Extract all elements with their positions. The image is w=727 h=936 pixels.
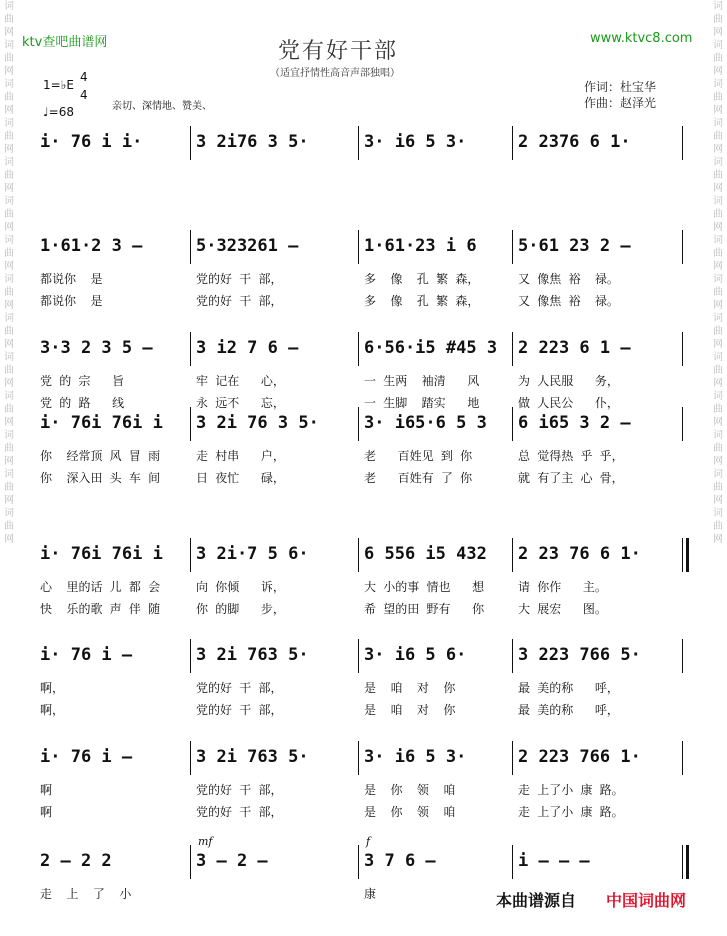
lyric-line: 向 你倾 诉， [196, 580, 285, 594]
barline [190, 126, 191, 160]
lyric-line: 啊 [40, 783, 53, 797]
measure-notes: 1·61·2 3 – [40, 236, 143, 256]
barline [682, 639, 683, 673]
measure-notes: 3 2i·7 5 6· [196, 544, 309, 564]
lyric-line: 多 像 孔 繁 森， [364, 294, 480, 308]
lyric-line: 做 人民公 仆， [518, 396, 619, 410]
song-title: 党有好干部 [278, 39, 399, 64]
measure-notes: i· 76 i – [40, 747, 133, 767]
measure-notes: 1·61·23 i 6 [364, 236, 477, 256]
source-site: 中国词曲网 [606, 891, 687, 910]
song-subtitle: （适宜抒情性高音声部独唱） [270, 68, 400, 79]
barline [512, 741, 513, 775]
barline [190, 407, 191, 441]
barline [358, 741, 359, 775]
lyric-line: 最 美的称 呼， [518, 681, 619, 695]
lyric-line: 党的好 干 部， [196, 272, 283, 286]
lyric-line: 康 [364, 887, 377, 901]
lyric-line: 快 乐的歌 声 伴 随 [40, 602, 161, 616]
lyric-line: 希 望的田 野有 你 [364, 602, 485, 616]
lyric-line: 大 展宏 图。 [518, 602, 607, 616]
measure-notes: 3 – 2 – [196, 851, 268, 871]
lyric-line: 党 的 路 线 [40, 396, 125, 410]
measure-notes: i· 76 i – [40, 645, 133, 665]
measure-notes: 3 2i 763 5· [196, 747, 309, 767]
lyric-line: 走 上了小 康 路。 [518, 805, 624, 819]
measure-notes: 2 23 76 6 1· [518, 544, 641, 564]
barline [682, 126, 683, 160]
barline [190, 845, 191, 879]
source-label: 本曲谱源自 [496, 891, 577, 910]
key-signature: 1=♭E [43, 78, 74, 92]
barline [358, 407, 359, 441]
lyric-line: 心 里的话 儿 都 会 [40, 580, 161, 594]
watermark-left: ktv查吧曲谱网 [22, 35, 108, 50]
lyric-line: 啊， [40, 681, 65, 695]
barline [190, 332, 191, 366]
measure-notes: 3 223 766 5· [518, 645, 641, 665]
lyric-line: 是 你 领 咱 [364, 805, 456, 819]
barline [682, 230, 683, 264]
barline [682, 741, 683, 775]
barline [358, 332, 359, 366]
barline [358, 845, 359, 879]
measure-notes: 3 2i76 3 5· [196, 132, 309, 152]
lyric-line: 是 咱 对 你 [364, 681, 456, 695]
barline [358, 126, 359, 160]
side-watermark-right: 词曲网词曲网词曲网词曲网词曲网词曲网词曲网词曲网词曲网词曲网词曲网词曲网词曲网词曲网 [713, 1, 723, 545]
measure-notes: i – – – [518, 851, 590, 871]
measure-notes: 3· i6 5 6· [364, 645, 467, 665]
lyric-line: 你 深入田 头 车 间 [40, 471, 161, 485]
repeat-barline [686, 538, 689, 572]
lyricist: 作词：杜宝华 [584, 80, 657, 94]
measure-notes: 2 223 766 1· [518, 747, 641, 767]
measure-notes: 6·56·i5 #45 3 [364, 338, 498, 358]
measure-notes: 2 2376 6 1· [518, 132, 631, 152]
barline [358, 230, 359, 264]
barline [190, 538, 191, 572]
measure-notes: i· 76i 76i i [40, 413, 163, 433]
measure-notes: 3 2i 76 3 5· [196, 413, 319, 433]
lyric-line: 都说你 是 [40, 272, 103, 286]
measure-notes: 3· i65·6 5 3 [364, 413, 487, 433]
expression-marking: 亲切、深情地、赞美、 [112, 101, 212, 112]
tempo-marking: ♩=68 [43, 105, 74, 119]
lyric-line: 老 百姓有 了 你 [364, 471, 473, 485]
measure-notes: 3· i6 5 3· [364, 747, 467, 767]
lyric-line: 走 上 了 小 [40, 887, 132, 901]
measure-notes: 3· i6 5 3· [364, 132, 467, 152]
lyric-line: 总 觉得热 乎 乎， [518, 449, 624, 463]
measure-notes: 2 – 2 2 [40, 851, 112, 871]
barline [512, 230, 513, 264]
lyric-line: 啊 [40, 805, 53, 819]
lyric-line: 一 生脚 踏实 地 [364, 396, 480, 410]
measure-notes: i· 76i 76i i [40, 544, 163, 564]
barline [190, 639, 191, 673]
lyric-line: 又 像焦 裕 禄。 [518, 272, 619, 286]
lyric-line: 多 像 孔 繁 森， [364, 272, 480, 286]
lyric-line: 走 上了小 康 路。 [518, 783, 624, 797]
barline [512, 845, 513, 879]
lyric-line: 都说你 是 [40, 294, 103, 308]
lyric-line: 永 远不 忘， [196, 396, 285, 410]
lyric-line: 为 人民服 务， [518, 374, 619, 388]
barline [682, 332, 683, 366]
measure-notes: 3 i2 7 6 – [196, 338, 299, 358]
lyric-line: 又 像焦 裕 禄。 [518, 294, 619, 308]
time-signature-numerator: 4 [80, 70, 88, 84]
lyric-line: 大 小的事 情也 想 [364, 580, 485, 594]
lyric-line: 最 美的称 呼， [518, 703, 619, 717]
barline [190, 230, 191, 264]
measure-notes: 5·61 23 2 – [518, 236, 631, 256]
measure-notes: i· 76 i i· [40, 132, 143, 152]
barline [512, 407, 513, 441]
dynamic-marking: mf [198, 835, 213, 848]
time-signature-denominator: 4 [80, 88, 88, 102]
lyric-line: 一 生两 袖清 风 [364, 374, 480, 388]
lyric-line: 牢 记在 心， [196, 374, 285, 388]
lyric-line: 你 的脚 步， [196, 602, 285, 616]
lyric-line: 党的好 干 部， [196, 783, 283, 797]
lyric-line: 是 咱 对 你 [364, 703, 456, 717]
barline [512, 332, 513, 366]
lyric-line: 你 经常顶 风 冒 雨 [40, 449, 161, 463]
lyric-line: 党的好 干 部， [196, 294, 283, 308]
measure-notes: 3·3 2 3 5 – [40, 338, 153, 358]
measure-notes: 3 7 6 – [364, 851, 436, 871]
lyric-line: 请 你作 主。 [518, 580, 607, 594]
lyric-line: 就 有了主 心 骨， [518, 471, 624, 485]
watermark-right: www.ktvc8.com [590, 31, 693, 46]
lyric-line: 党 的 宗 旨 [40, 374, 125, 388]
measure-notes: 2 223 6 1 – [518, 338, 631, 358]
barline [190, 741, 191, 775]
measure-notes: 5·323261 – [196, 236, 299, 256]
measure-notes: 6 i65 3 2 – [518, 413, 631, 433]
barline [512, 126, 513, 160]
barline [358, 538, 359, 572]
barline [512, 639, 513, 673]
lyric-line: 党的好 干 部， [196, 703, 283, 717]
lyric-line: 日 夜忙 碌， [196, 471, 285, 485]
lyric-line: 老 百姓见 到 你 [364, 449, 473, 463]
final-barline [686, 845, 689, 879]
lyric-line: 是 你 领 咱 [364, 783, 456, 797]
lyric-line: 党的好 干 部， [196, 681, 283, 695]
lyric-line: 啊， [40, 703, 65, 717]
barline [358, 639, 359, 673]
lyric-line: 走 村串 户， [196, 449, 285, 463]
barline [682, 407, 683, 441]
measure-notes: 3 2i 763 5· [196, 645, 309, 665]
barline [682, 538, 683, 572]
lyric-line: 党的好 干 部， [196, 805, 283, 819]
barline [512, 538, 513, 572]
barline [682, 845, 683, 879]
measure-notes: 6 556 i5 432 [364, 544, 487, 564]
side-watermark-left: 词曲网词曲网词曲网词曲网词曲网词曲网词曲网词曲网词曲网词曲网词曲网词曲网词曲网词曲网 [4, 1, 14, 545]
composer: 作曲：赵泽光 [584, 96, 657, 110]
dynamic-marking: f [366, 835, 371, 848]
